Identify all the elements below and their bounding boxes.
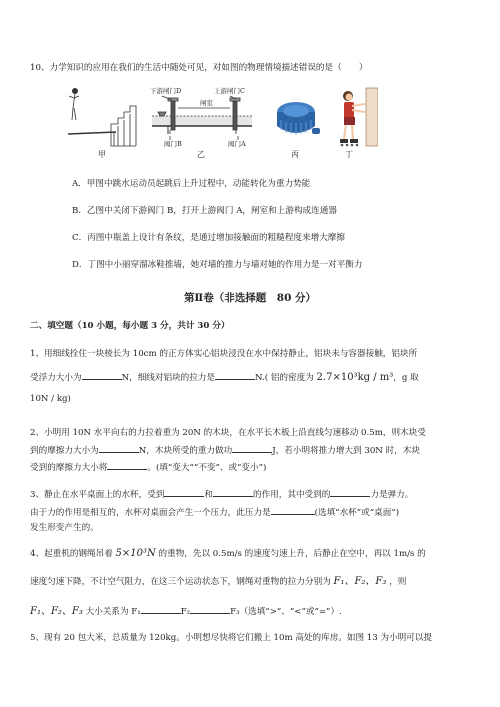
q1-line2 <box>30 370 419 384</box>
q4-blank-compare1[interactable] <box>141 604 181 614</box>
q4-weight: 5×10³N <box>115 548 156 559</box>
q4-text-g: F₂ <box>180 607 191 617</box>
q3-text-a: 3、静止在水平桌面上的水杯，受到 <box>30 490 165 500</box>
q3-text-d: 力是弹力。 <box>370 490 414 500</box>
q4-forces-2: F₁、F₂、F₃ <box>30 606 83 617</box>
q3-line2 <box>30 505 399 519</box>
q2-line3 <box>30 460 266 474</box>
girl-wall-figure <box>336 86 378 148</box>
q3-text-e: 由于力的作用是相互的，水杯对桌面会产生一个压力，此压力是 <box>30 508 271 518</box>
part2-title: 第Ⅱ卷（非选择题 80 分） <box>183 292 317 304</box>
caption-bing: 丙 <box>291 150 299 159</box>
q3-text-f: (选填“水杯”或“桌面”) <box>314 508 400 518</box>
q10-stem: 10、力学知识的应用在我们的生活中随处可见，对如图的物理情境描述错误的是（ ） <box>30 63 368 73</box>
q4-text-a: 4、起重机的钢绳吊着 <box>30 549 113 559</box>
q2-text-c: J，若小明将推力增大到 30N 时，木块 <box>272 446 420 456</box>
q10-option-a: A．甲图中跳水运动员起跳后上升过程中，动能转化为重力势能 <box>72 179 311 189</box>
q3-text-c: 的作用，其中受到的 <box>252 490 331 500</box>
q4-text-f: 大小关系为 F₁ <box>85 607 141 617</box>
q1-text-a: 受浮力大小为 <box>30 373 82 383</box>
label-down-gate: 下游闸门D <box>150 87 182 95</box>
caption-yi: 乙 <box>197 150 205 159</box>
q2-text-d: 受到的摩擦力大小将 <box>30 463 108 473</box>
q1-line1: 1、用细线拴住一块棱长为 10cm 的正方体实心铝块浸没在水中保持静止，铝块未与容器接触，铝块所 <box>30 349 418 359</box>
q4-text-c: 的重物，先以 0.5m/s 的速度匀速上升，后静止在空中，再以 1m/s 的 <box>158 549 426 559</box>
q3-blank-source[interactable] <box>271 505 315 515</box>
q3-text-b: 和 <box>204 490 213 500</box>
q1-blank-tension[interactable] <box>215 370 255 380</box>
q1-density: 2.7×10³kg / m³ <box>316 372 394 383</box>
q2-blank-friction[interactable] <box>99 443 139 453</box>
q1-line3: 10N / kg) <box>30 394 71 404</box>
q3-line1 <box>30 487 413 501</box>
caption-jia: 甲 <box>98 150 106 159</box>
q4-line3 <box>30 604 342 618</box>
q1-text-c: N.( 铝的密度为 <box>255 373 314 383</box>
q1-blank-buoyancy[interactable] <box>82 370 122 380</box>
q2-line1: 2、小明用 10N 水平向右的力拉着重为 20N 的木块，在水平长木板上沿直线匀速移动 0.5m，则木块受 <box>30 428 426 438</box>
q3-blank-force2[interactable] <box>213 487 253 497</box>
q4-text-e: ，则 <box>389 577 407 587</box>
section2-heading: 二、填空题（10 小题，每小题 3 分，共计 30 分） <box>30 321 230 331</box>
q4-line2 <box>30 576 406 588</box>
label-valve-a: 阀门A <box>228 140 246 148</box>
label-up-gate: 上游闸门C <box>214 87 245 95</box>
diving-figure <box>56 86 146 148</box>
q2-line2 <box>30 443 420 457</box>
q1-text-b: N，细线对铝块的拉力是 <box>121 373 216 383</box>
q3-line3: 发生形变产生的。 <box>30 523 99 533</box>
q4-blank-compare2[interactable] <box>190 604 230 614</box>
q4-line1 <box>30 548 426 560</box>
label-lock-room: 闸室 <box>200 99 213 107</box>
q2-blank-work[interactable] <box>232 443 272 453</box>
q4-text-d: 速度匀速下降，不计空气阻力，在这三个运动状态下，钢绳对重物的拉力分别为 <box>30 577 331 587</box>
q4-forces: F₁、F₂、F₃ <box>333 576 387 587</box>
label-valve-b: 阀门B <box>164 140 182 148</box>
q3-blank-force1[interactable] <box>164 487 204 497</box>
q1-text-e: ，g 取 <box>393 373 419 383</box>
q10-option-c: C．丙图中瓶盖上设计有条纹，是通过增加接触面的粗糙程度来增大摩擦 <box>72 233 345 243</box>
q5-line1: 5、现有 20 包大米，总质量为 120kg。小明想尽快将它们搬上 10m 高处的库房。如图 13 为小明可以提 <box>30 633 433 643</box>
q10-option-d: D．丁图中小丽穿溜冰鞋推墙，她对墙的推力与墙对她的作用力是一对平衡力 <box>72 260 363 270</box>
q4-text-h: F₃（选填“>”、“<”或“=”）. <box>230 607 342 617</box>
q3-blank-elastic[interactable] <box>330 487 370 497</box>
bottle-cap-figure <box>272 98 322 142</box>
q2-text-b: N，木块所受的重力做功 <box>138 446 233 456</box>
caption-ding: 丁 <box>345 150 353 159</box>
q2-text-e: 。(填“变大”“不变”、或“变小”) <box>147 463 267 473</box>
q10-option-b: B．乙图中关闭下游阀门 B，打开上游阀门 A，闸室和上游构成连通器 <box>72 206 337 216</box>
q2-text-a: 到的摩擦力大小为 <box>30 446 99 456</box>
q2-blank-change[interactable] <box>107 460 147 470</box>
